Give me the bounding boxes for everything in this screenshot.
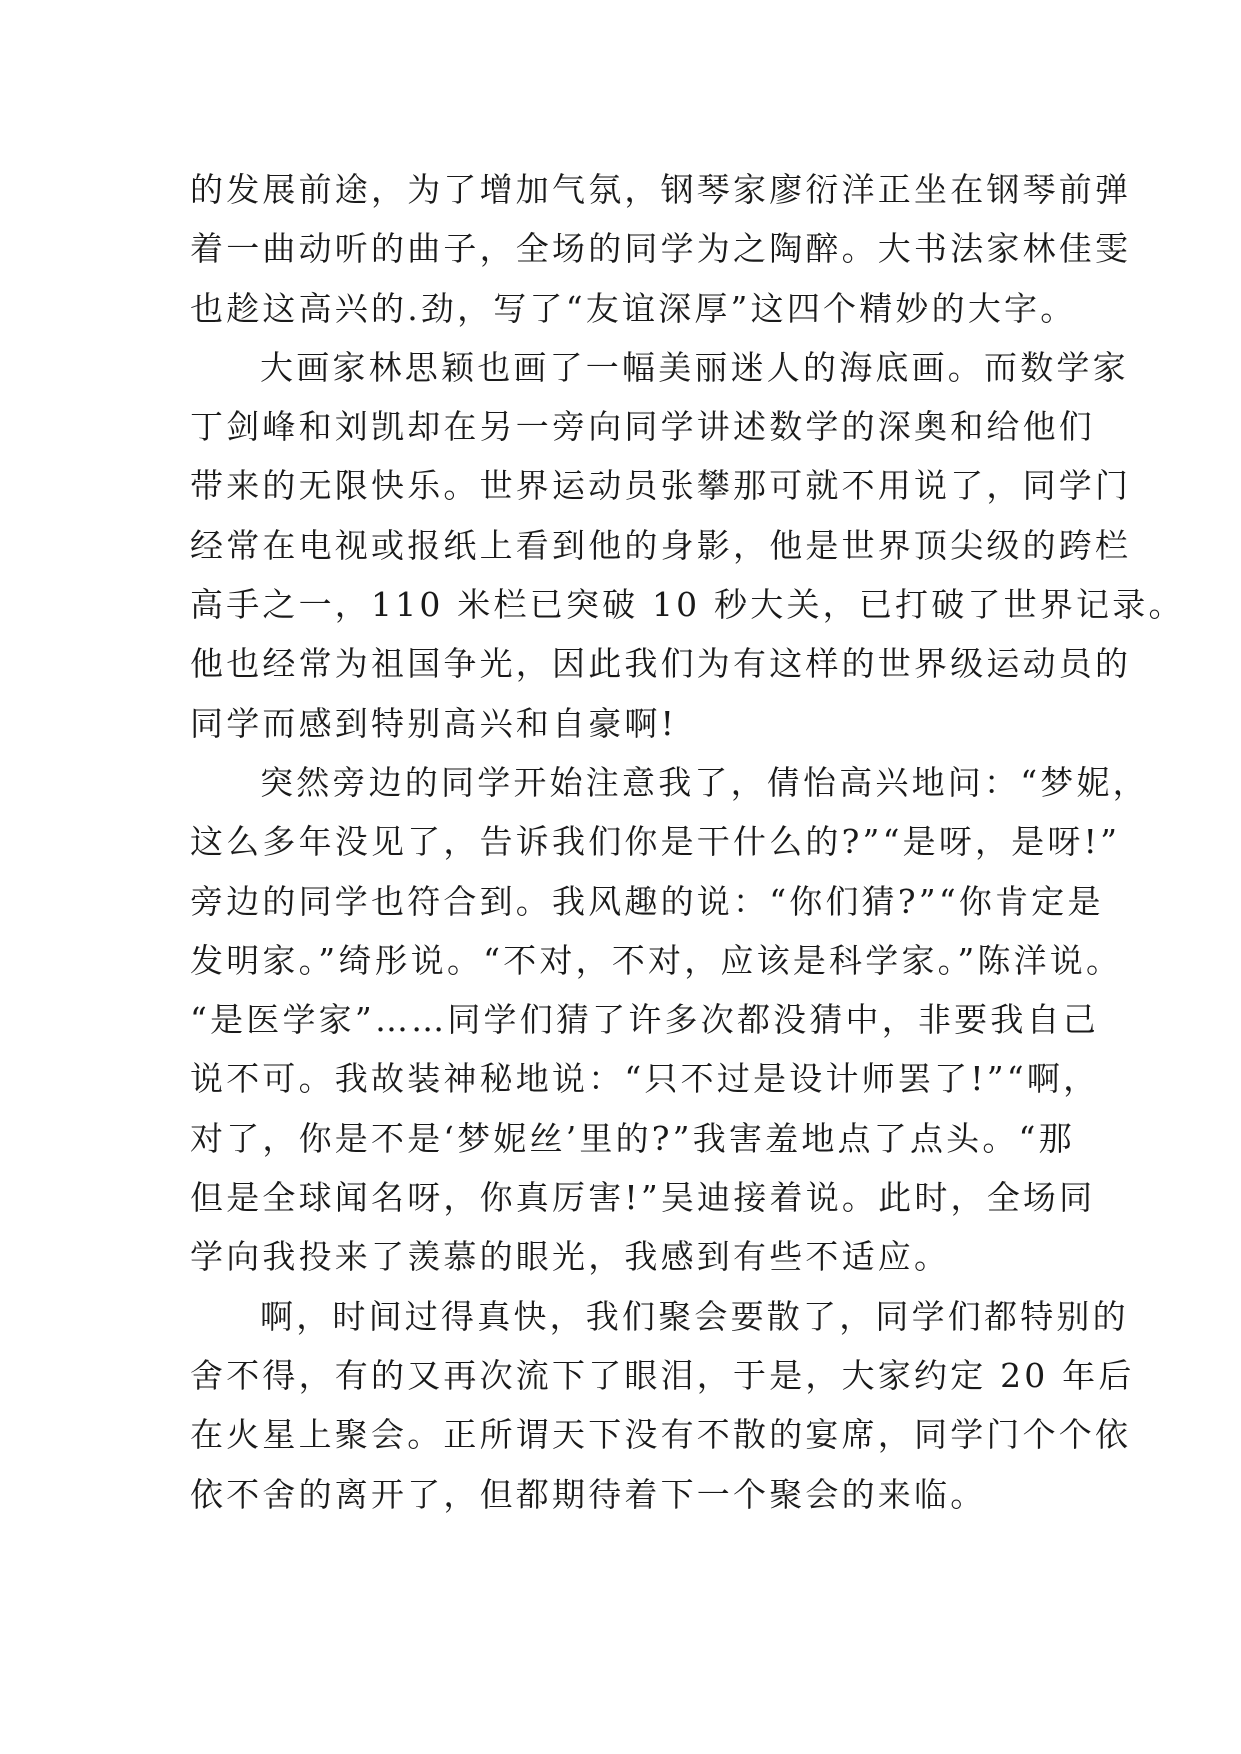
- text-line: 也趁这高兴的.劲，写了“友谊深厚”这四个精妙的大字。: [190, 288, 1077, 328]
- text-line: 在火星上聚会。正所谓天下没有不散的宴席，同学门个个依: [190, 1415, 1132, 1455]
- text-line: 说不可。我故装神秘地说：“只不过是设计师罢了!”“啊，: [190, 1059, 1100, 1099]
- text-line: 依不舍的离开了，但都期待着下一个聚会的来临。: [190, 1474, 987, 1514]
- text-line: 经常在电视或报纸上看到他的身影，他是世界顶尖级的跨栏: [190, 525, 1132, 565]
- text-line: 学向我投来了羡慕的眼光，我感到有些不适应。: [190, 1237, 951, 1277]
- text-line: 旁边的同学也符合到。我风趣的说：“你们猜?”“你肯定是: [190, 881, 1104, 921]
- text-line: 但是全球闻名呀，你真厉害!”吴迪接着说。此时，全场同: [190, 1178, 1096, 1218]
- essay-body: [190, 160, 1185, 1524]
- text-line: 舍不得，有的又再次流下了眼泪，于是，大家约定 20 年后: [190, 1355, 1135, 1395]
- paragraph-first-line: 大画家林思颖也画了一幅美丽迷人的海底画。而数学家: [260, 347, 1129, 387]
- text-line: 的发展前途，为了增加气氛，钢琴家廖衍洋正坐在钢琴前弹: [190, 170, 1132, 209]
- text-line: 发明家。”绮彤说。“不对，不对，应该是科学家。”陈洋说。: [190, 940, 1123, 980]
- text-line: 同学而感到特别高兴和自豪啊!: [190, 703, 678, 743]
- text-line: “是医学家”……同学们猜了许多次都没猜中，非要我自己: [190, 1000, 1099, 1040]
- text-line: 高手之一，110 米栏已突破 10 秒大关，已打破了世界记录。: [190, 585, 1185, 625]
- text-line: 丁剑峰和刘凯却在另一旁向同学讲述数学的深奥和给他们: [190, 407, 1095, 447]
- text-line: 着一曲动听的曲子，全场的同学为之陶醉。大书法家林佳雯: [190, 229, 1132, 269]
- paragraph-first-line: 突然旁边的同学开始注意我了，倩怡高兴地问：“梦妮，: [260, 762, 1149, 802]
- paragraph-first-line: 啊，时间过得真快，我们聚会要散了，同学们都特别的: [260, 1296, 1129, 1336]
- text-line: 带来的无限快乐。世界运动员张攀那可就不用说了，同学门: [190, 466, 1132, 506]
- text-line: 这么多年没见了，告诉我们你是干什么的?”“是呀，是呀!”: [190, 822, 1121, 862]
- text-line: 他也经常为祖国争光，因此我们为有这样的世界级运动员的: [190, 644, 1132, 684]
- text-line: 对了，你是不是‘梦妮丝’里的?”我害羞地点了点头。“那: [190, 1118, 1075, 1158]
